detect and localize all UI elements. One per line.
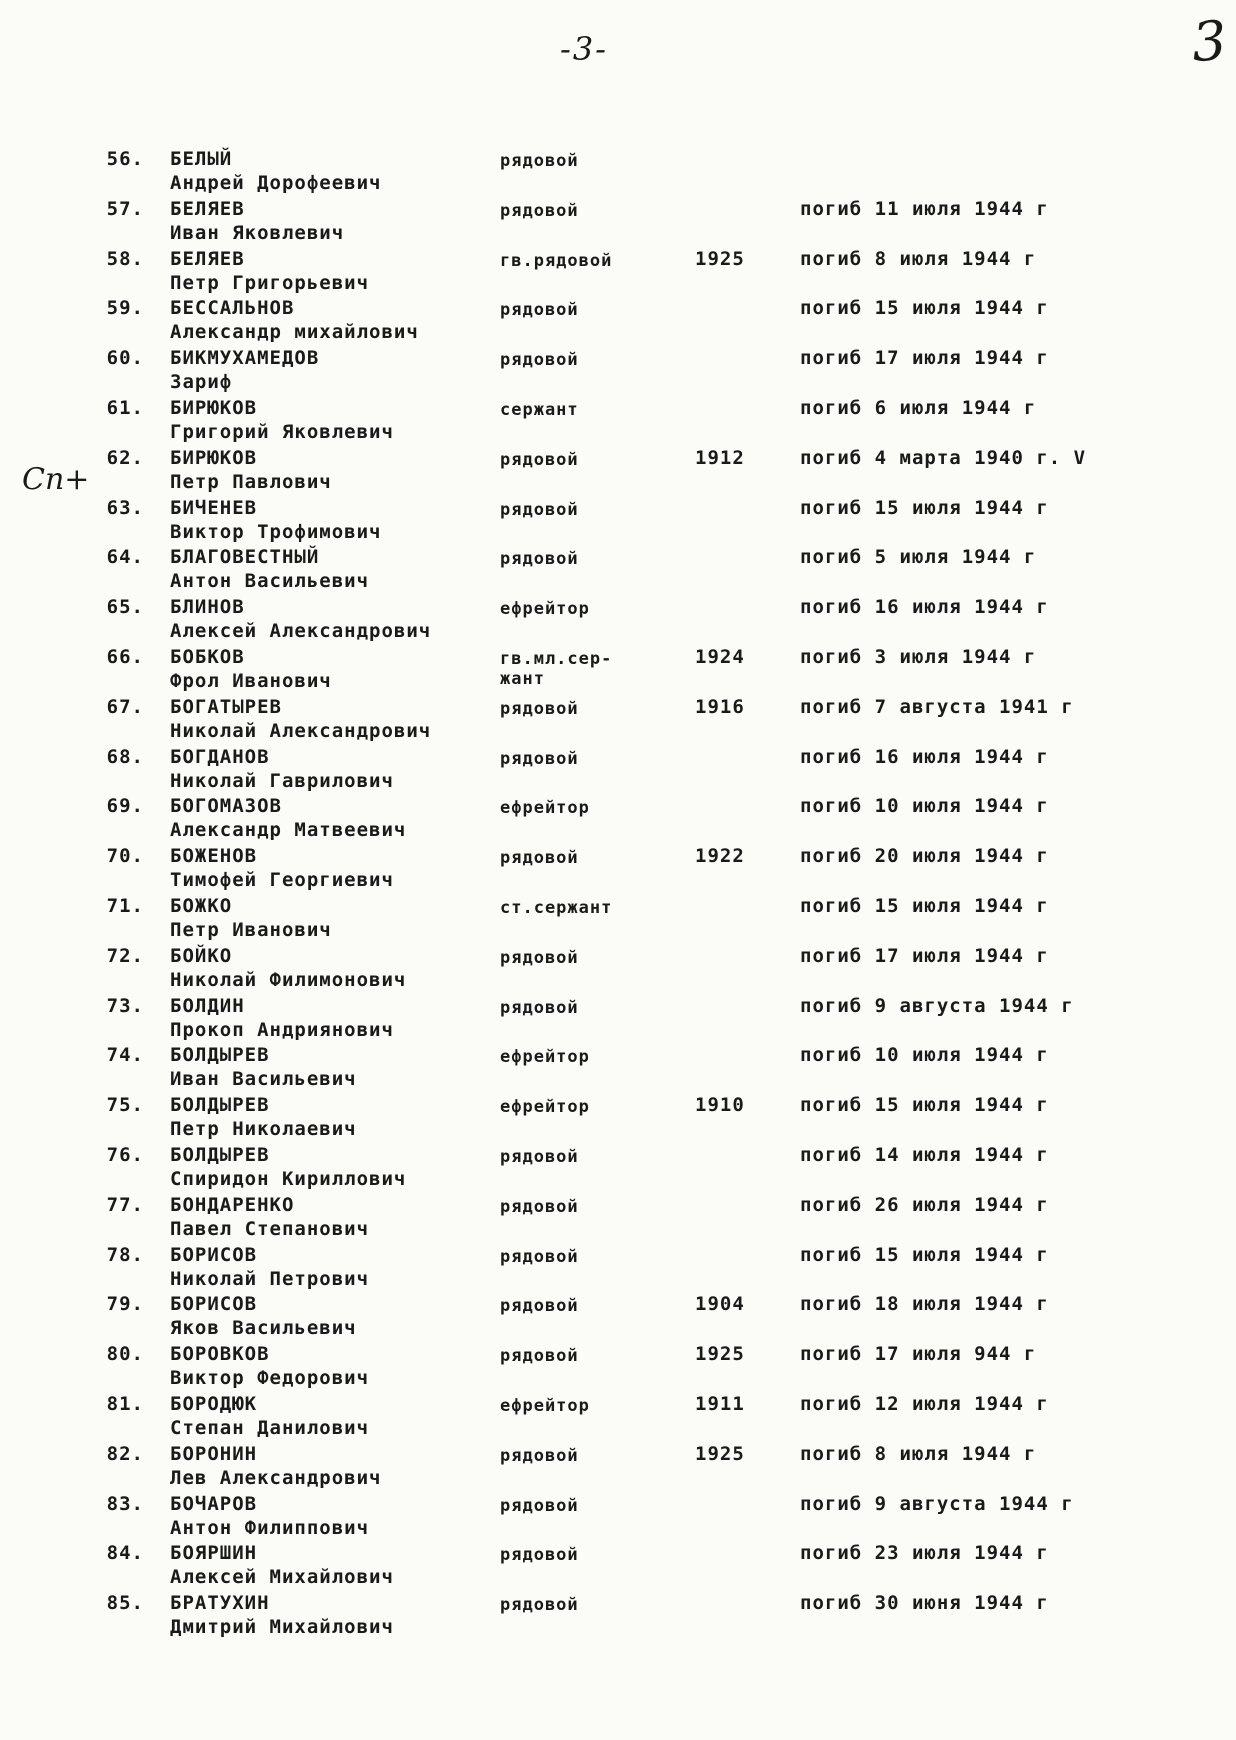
entry-surname: БИРЮКОВ xyxy=(170,396,258,419)
entry-number: 56. xyxy=(106,148,144,170)
entry-surname: БОЛДИН xyxy=(170,994,245,1017)
list-item xyxy=(0,1493,1236,1543)
entry-given-name: Антон Васильевич xyxy=(170,570,370,593)
list-item xyxy=(0,646,1236,696)
entry-given-name: Лев Александрович xyxy=(170,1466,382,1489)
entry-given-name: Алексей Александрович xyxy=(170,620,432,643)
list-item xyxy=(0,995,1236,1045)
entry-surname: БИЧЕНЕВ xyxy=(170,496,258,519)
list-item xyxy=(0,746,1236,796)
entry-number: 72. xyxy=(106,944,144,967)
entry-rank: рядовой xyxy=(500,549,579,570)
entry-rank: рядовой xyxy=(500,1296,579,1317)
entry-rank: рядовой xyxy=(500,200,579,221)
entry-birth-year: 1924 xyxy=(695,645,745,668)
entry-death-date: погиб 15 июля 1944 г xyxy=(800,1094,1049,1117)
entry-rank: ст.сержант xyxy=(500,897,613,918)
entry-number: 80. xyxy=(106,1343,144,1366)
list-item xyxy=(0,795,1236,845)
entry-birth-year: 1911 xyxy=(695,1392,745,1415)
entry-given-name: Степан Данилович xyxy=(170,1416,370,1439)
entry-surname: БОБКОВ xyxy=(170,645,245,668)
entry-rank: гв.мл.сер- жант xyxy=(500,648,613,689)
margin-note: Сп+ xyxy=(22,462,90,497)
list-item xyxy=(0,248,1236,298)
entry-surname: БОГОМАЗОВ xyxy=(170,795,282,818)
entry-given-name: Иван Васильевич xyxy=(170,1068,357,1091)
list-item xyxy=(0,1443,1236,1493)
entry-death-date: погиб 15 июля 1944 г xyxy=(800,496,1049,519)
entry-given-name: Павел Степанович xyxy=(170,1217,370,1240)
entry-number: 83. xyxy=(106,1492,144,1515)
entry-death-date: погиб 20 июля 1944 г xyxy=(800,845,1049,868)
entry-surname: БОРИСОВ xyxy=(170,1293,258,1316)
entry-surname: БОЖЕНОВ xyxy=(170,845,258,868)
entry-surname: БИРЮКОВ xyxy=(170,446,258,469)
entry-given-name: Александр Матвеевич xyxy=(170,819,407,842)
entry-death-date: погиб 17 июля 944 г xyxy=(800,1343,1037,1366)
entry-rank: рядовой xyxy=(500,1545,579,1566)
list-item xyxy=(0,895,1236,945)
entry-surname: БОРОВКОВ xyxy=(170,1343,270,1366)
entry-number: 84. xyxy=(106,1542,144,1565)
entry-death-date: погиб 30 июня 1944 г xyxy=(800,1592,1049,1615)
entry-rank: рядовой xyxy=(500,1246,579,1267)
list-item xyxy=(0,1244,1236,1294)
entry-number: 75. xyxy=(106,1094,144,1117)
entry-given-name: Иван Яковлевич xyxy=(170,221,345,244)
entry-surname: БОЛДЫРЕВ xyxy=(170,1094,270,1117)
entry-surname: БРАТУХИН xyxy=(170,1592,270,1615)
entry-surname: БЛАГОВЕСТНЫЙ xyxy=(170,546,320,569)
entry-death-date: погиб 17 июля 1944 г xyxy=(800,347,1049,370)
entry-rank: рядовой xyxy=(500,300,579,321)
entry-death-date: погиб 5 июля 1944 г xyxy=(800,546,1037,569)
entry-rank: рядовой xyxy=(500,1445,579,1466)
entry-surname: БОЛДЫРЕВ xyxy=(170,1044,270,1067)
entry-birth-year: 1916 xyxy=(695,695,745,718)
entry-death-date: погиб 15 июля 1944 г xyxy=(800,894,1049,917)
entry-death-date: погиб 26 июля 1944 г xyxy=(800,1193,1049,1216)
entry-surname: БЕЛЯЕВ xyxy=(170,247,245,270)
list-item xyxy=(0,198,1236,248)
entry-number: 82. xyxy=(106,1442,144,1465)
list-item xyxy=(0,1293,1236,1343)
casualty-list xyxy=(0,148,1236,1642)
entry-given-name: Прокоп Андриянович xyxy=(170,1018,394,1041)
entry-given-name: Спиридон Кириллович xyxy=(170,1167,407,1190)
entry-surname: БЕЛЯЕВ xyxy=(170,197,245,220)
entry-number: 74. xyxy=(106,1044,144,1067)
entry-death-date: погиб 10 июля 1944 г xyxy=(800,1044,1049,1067)
entry-surname: БОЧАРОВ xyxy=(170,1492,258,1515)
entry-number: 76. xyxy=(106,1143,144,1166)
entry-birth-year: 1910 xyxy=(695,1094,745,1117)
entry-number: 70. xyxy=(106,845,144,868)
entry-number: 77. xyxy=(106,1193,144,1216)
entry-rank: гв.рядовой xyxy=(500,250,613,271)
entry-surname: БОНДАРЕНКО xyxy=(170,1193,295,1216)
entry-rank: рядовой xyxy=(500,947,579,968)
entry-surname: БИКМУХАМЕДОВ xyxy=(170,347,320,370)
entry-rank: рядовой xyxy=(500,449,579,470)
entry-death-date: погиб 16 июля 1944 г xyxy=(800,596,1049,619)
entry-birth-year: 1922 xyxy=(695,845,745,868)
entry-death-date: погиб 9 августа 1944 г xyxy=(800,994,1074,1017)
entry-surname: БОЖКО xyxy=(170,894,233,917)
entry-rank: рядовой xyxy=(500,748,579,769)
entry-number: 59. xyxy=(106,297,144,320)
entry-rank: ефрейтор xyxy=(500,1097,590,1118)
entry-death-date: погиб 7 августа 1941 г xyxy=(800,695,1074,718)
entry-surname: БОРОДЮК xyxy=(170,1392,258,1415)
entry-rank: рядовой xyxy=(500,350,579,371)
entry-surname: БЛИНОВ xyxy=(170,596,245,619)
entry-rank: рядовой xyxy=(500,1346,579,1367)
entry-death-date: погиб 10 июля 1944 г xyxy=(800,795,1049,818)
entry-number: 67. xyxy=(106,695,144,718)
entry-number: 68. xyxy=(106,745,144,768)
entry-number: 85. xyxy=(106,1592,144,1615)
entry-number: 62. xyxy=(106,446,144,469)
entry-rank: рядовой xyxy=(500,997,579,1018)
entry-number: 65. xyxy=(106,596,144,619)
entry-death-date: погиб 17 июля 1944 г xyxy=(800,944,1049,967)
entry-rank: ефрейтор xyxy=(500,798,590,819)
corner-page-number: 3 xyxy=(1189,8,1229,75)
entry-given-name: Яков Васильевич xyxy=(170,1317,357,1340)
entry-given-name: Виктор Трофимович xyxy=(170,520,382,543)
entry-number: 81. xyxy=(106,1392,144,1415)
entry-surname: БОГАТЫРЕВ xyxy=(170,695,282,718)
entry-surname: БОЙКО xyxy=(170,944,233,967)
entry-death-date: погиб 15 июля 1944 г xyxy=(800,1243,1049,1266)
entry-number: 78. xyxy=(106,1243,144,1266)
entry-given-name: Тимофей Георгиевич xyxy=(170,869,394,892)
entry-given-name: Петр Павлович xyxy=(170,470,332,493)
entry-death-date: погиб 12 июля 1944 г xyxy=(800,1392,1049,1415)
entry-given-name: Александр михайлович xyxy=(170,321,419,344)
list-item xyxy=(0,1094,1236,1144)
entry-number: 64. xyxy=(106,546,144,569)
entry-rank: рядовой xyxy=(500,151,579,171)
entry-death-date: погиб 18 июля 1944 г xyxy=(800,1293,1049,1316)
list-item xyxy=(0,696,1236,746)
entry-number: 60. xyxy=(106,347,144,370)
entry-death-date: погиб 23 июля 1944 г xyxy=(800,1542,1049,1565)
entry-birth-year: 1925 xyxy=(695,1343,745,1366)
list-item xyxy=(0,497,1236,547)
entry-given-name: Алексей Михайлович xyxy=(170,1566,394,1589)
entry-given-name: Николай Петрович xyxy=(170,1267,370,1290)
entry-rank: ефрейтор xyxy=(500,1047,590,1068)
entry-death-date: погиб 6 июля 1944 г xyxy=(800,396,1037,419)
entry-given-name: Антон Филиппович xyxy=(170,1516,370,1539)
list-item xyxy=(0,1393,1236,1443)
entry-death-date: погиб 8 июля 1944 г xyxy=(800,1442,1037,1465)
entry-given-name: Петр Григорьевич xyxy=(170,271,370,294)
entry-death-date: погиб 4 марта 1940 г. V xyxy=(800,446,1087,469)
entry-birth-year: 1925 xyxy=(695,1442,745,1465)
entry-rank: сержант xyxy=(500,399,579,420)
entry-surname: БОРОНИН xyxy=(170,1442,258,1465)
entry-given-name: Николай Гаврилович xyxy=(170,769,394,792)
list-item xyxy=(0,297,1236,347)
entry-given-name: Виктор Федорович xyxy=(170,1367,370,1390)
list-item xyxy=(0,1044,1236,1094)
entry-given-name: Григорий Яковлевич xyxy=(170,420,394,443)
entry-birth-year: 1912 xyxy=(695,446,745,469)
entry-number: 66. xyxy=(106,645,144,668)
list-item xyxy=(0,1194,1236,1244)
entry-given-name: Зариф xyxy=(170,371,233,394)
list-item xyxy=(0,546,1236,596)
entry-rank: рядовой xyxy=(500,1196,579,1217)
entry-birth-year: 1925 xyxy=(695,247,745,270)
entry-surname: БЕЛЫЙ xyxy=(170,148,233,170)
entry-surname: БОРИСОВ xyxy=(170,1243,258,1266)
entry-rank: ефрейтор xyxy=(500,599,590,620)
entry-rank: рядовой xyxy=(500,698,579,719)
entry-given-name: Фрол Иванович xyxy=(170,669,332,692)
entry-death-date: погиб 16 июля 1944 г xyxy=(800,745,1049,768)
entry-given-name: Николай Филимонович xyxy=(170,968,407,991)
entry-number: 58. xyxy=(106,247,144,270)
entry-death-date: погиб 15 июля 1944 г xyxy=(800,297,1049,320)
entry-surname: БОЯРШИН xyxy=(170,1542,258,1565)
list-item xyxy=(0,945,1236,995)
entry-given-name: Дмитрий Михайлович xyxy=(170,1616,394,1639)
list-item xyxy=(0,397,1236,447)
list-item xyxy=(0,148,1236,198)
entry-rank: рядовой xyxy=(500,1495,579,1516)
list-item xyxy=(0,1343,1236,1393)
entry-rank: рядовой xyxy=(500,1595,579,1616)
page-number: -3- xyxy=(560,30,608,68)
list-item xyxy=(0,1144,1236,1194)
entry-rank: рядовой xyxy=(500,848,579,869)
entry-rank: рядовой xyxy=(500,499,579,520)
list-item xyxy=(0,447,1236,497)
entry-death-date: погиб 3 июля 1944 г xyxy=(800,645,1037,668)
list-item xyxy=(0,1542,1236,1592)
entry-number: 57. xyxy=(106,197,144,220)
entry-surname: БОГДАНОВ xyxy=(170,745,270,768)
entry-number: 69. xyxy=(106,795,144,818)
entry-birth-year: 1904 xyxy=(695,1293,745,1316)
entry-given-name: Петр Иванович xyxy=(170,918,332,941)
list-item xyxy=(0,845,1236,895)
entry-number: 71. xyxy=(106,894,144,917)
entry-surname: БЕССАЛЬНОВ xyxy=(170,297,295,320)
entry-given-name: Николай Александрович xyxy=(170,719,432,742)
entry-number: 73. xyxy=(106,994,144,1017)
entry-death-date: погиб 14 июля 1944 г xyxy=(800,1143,1049,1166)
entry-death-date: погиб 9 августа 1944 г xyxy=(800,1492,1074,1515)
entry-surname: БОЛДЫРЕВ xyxy=(170,1143,270,1166)
entry-given-name: Андрей Дорофеевич xyxy=(170,172,382,194)
entry-death-date: погиб 8 июля 1944 г xyxy=(800,247,1037,270)
entry-number: 79. xyxy=(106,1293,144,1316)
list-item xyxy=(0,347,1236,397)
entry-number: 61. xyxy=(106,396,144,419)
entry-number: 63. xyxy=(106,496,144,519)
entry-death-date: погиб 11 июля 1944 г xyxy=(800,197,1049,220)
entry-given-name: Петр Николаевич xyxy=(170,1118,357,1141)
list-item xyxy=(0,1592,1236,1642)
entry-rank: рядовой xyxy=(500,1146,579,1167)
list-item xyxy=(0,596,1236,646)
entry-rank: ефрейтор xyxy=(500,1395,590,1416)
